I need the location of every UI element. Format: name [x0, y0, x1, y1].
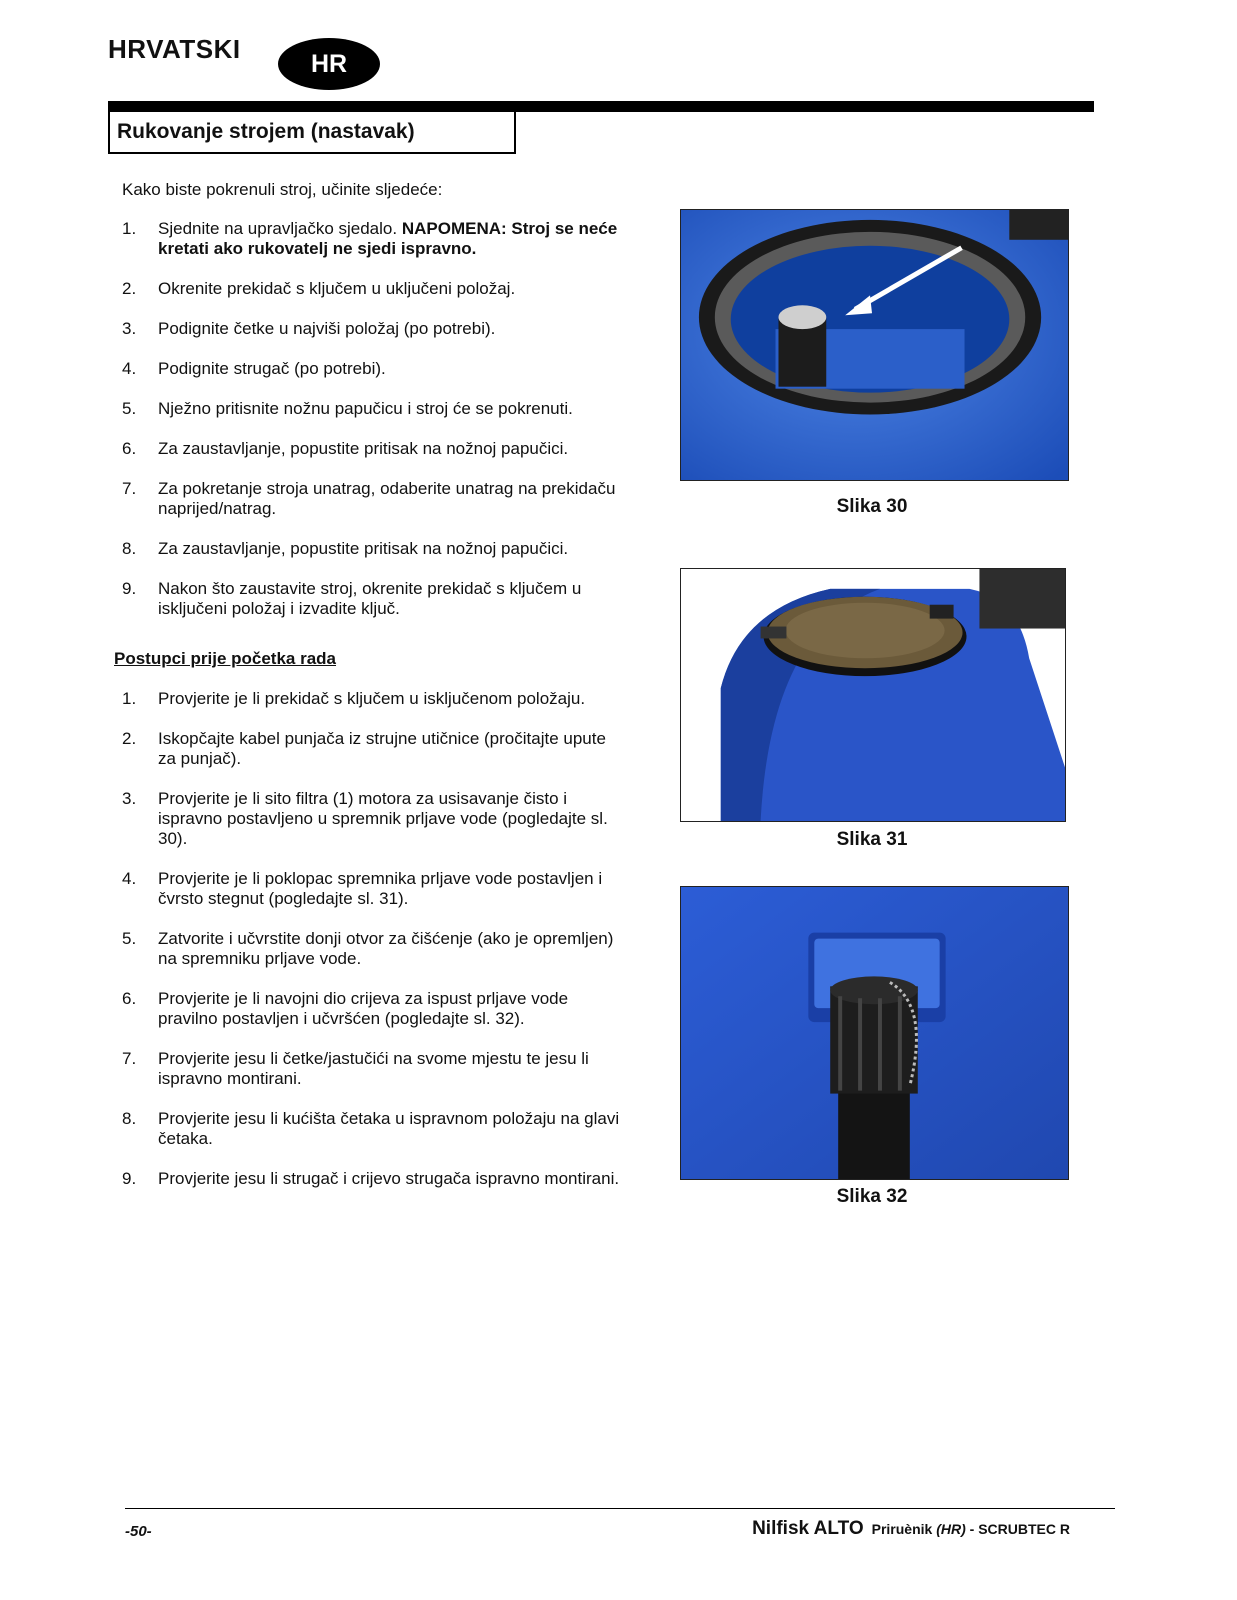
step-number: 2.	[122, 279, 137, 298]
step-number: 7.	[122, 479, 137, 498]
list-item	[122, 1109, 622, 1149]
step-text: Provjerite je li poklopac spremnika prljave vode postavljen i čvrsto stegnut (pogledajte sl. 31).	[158, 869, 603, 908]
step-text: Nakon što zaustavite stroj, okrenite prekidač s ključem u isključeni položaj i izvadite ključ.	[158, 579, 582, 618]
figure-30-photo	[680, 209, 1069, 481]
language-title: HRVATSKI	[108, 34, 241, 64]
step-text: Provjerite je li navojni dio crijeva za ispust prljave vode pravilno postavljen i učvršćen (pogledajte sl. 32).	[158, 989, 569, 1028]
step-text: Podignite četke u najviši položaj (po potrebi).	[158, 319, 496, 338]
step-number: 3.	[122, 789, 137, 808]
figure-32-caption: Slika 32	[836, 1186, 908, 1207]
list-item	[122, 359, 622, 379]
figure-31-caption: Slika 31	[836, 829, 908, 850]
step-text: Iskopčajte kabel punjača iz strujne utičnice (pročitajte upute za punjač).	[158, 729, 606, 768]
step-text: Zatvorite i učvrstite donji otvor za čišćenje (ako je opremljen) na spremniku prljave vode.	[158, 929, 614, 968]
step-number: 5.	[122, 399, 137, 418]
footer-rule	[125, 1508, 1115, 1509]
manual-prefix: Priruènik	[871, 1521, 937, 1537]
step-number: 6.	[122, 989, 137, 1008]
step-number: 4.	[122, 869, 137, 888]
step-number: 4.	[122, 359, 137, 378]
list-item	[122, 219, 622, 259]
footer-product	[752, 1518, 1070, 1540]
list-item	[122, 1049, 622, 1089]
list-item	[122, 479, 622, 519]
intro-text: Kako biste pokrenuli stroj, učinite sljedeće:	[122, 180, 443, 199]
step-number: 6.	[122, 439, 137, 458]
figure-32-photo	[680, 886, 1069, 1180]
step-text: Provjerite je li prekidač s ključem u isključenom položaju.	[158, 689, 586, 708]
header-rule	[108, 101, 1094, 112]
step-text: Za pokretanje stroja unatrag, odaberite unatrag na prekidaču naprijed/natrag.	[158, 479, 616, 518]
step-number: 9.	[122, 1169, 137, 1188]
step-number: 3.	[122, 319, 137, 338]
list-item	[122, 579, 622, 619]
subheading: Postupci prije početka rada	[114, 649, 337, 668]
step-text: Podignite strugač (po potrebi).	[158, 359, 386, 378]
page-number: -50-	[125, 1523, 152, 1540]
step-number: 8.	[122, 539, 137, 558]
step-number: 9.	[122, 579, 137, 598]
step-note: NAPOMENA: Stroj se neće kretati ako rukovatelj ne sjedi ispravno.	[158, 219, 618, 258]
step-text: Sjednite na upravljačko sjedalo.	[158, 219, 402, 238]
manual-suffix: - SCRUBTEC R	[965, 1521, 1070, 1537]
step-text: Provjerite je li sito filtra (1) motora za usisavanje čisto i ispravno postavljeno u spremnik prljave vode (pogledajte sl. 30).	[158, 789, 608, 848]
list-item	[122, 869, 622, 909]
step-number: 2.	[122, 729, 137, 748]
brand-name: Nilfisk ALTO	[752, 1518, 864, 1539]
list-item	[122, 729, 622, 769]
step-number: 1.	[122, 219, 137, 238]
section-title: Rukovanje strojem (nastavak)	[108, 112, 516, 154]
list-item	[122, 279, 622, 299]
list-item	[122, 689, 622, 709]
manual-title	[872, 1521, 1070, 1537]
step-number: 8.	[122, 1109, 137, 1128]
list-item	[122, 399, 622, 419]
list-item	[122, 1169, 622, 1189]
step-number: 5.	[122, 929, 137, 948]
step-number: 1.	[122, 689, 137, 708]
step-text: Za zaustavljanje, popustite pritisak na nožnoj papučici.	[158, 439, 569, 458]
step-text: Provjerite jesu li strugač i crijevo strugača ispravno montirani.	[158, 1169, 620, 1188]
step-number: 7.	[122, 1049, 137, 1068]
list-item	[122, 439, 622, 459]
figure-30-caption: Slika 30	[836, 496, 908, 517]
step-text: Za zaustavljanje, popustite pritisak na nožnoj papučici.	[158, 539, 569, 558]
main-content	[114, 180, 622, 1209]
start-steps-list	[122, 219, 622, 619]
step-text: Provjerite jesu li četke/jastučići na svome mjestu te jesu li ispravno montirani.	[158, 1049, 589, 1088]
step-text: Okrenite prekidač s ključem u uključeni položaj.	[158, 279, 516, 298]
list-item	[122, 319, 622, 339]
list-item	[122, 989, 622, 1029]
list-item	[122, 539, 622, 559]
list-item	[122, 789, 622, 849]
step-text: Provjerite jesu li kućišta četaka u ispravnom položaju na glavi četaka.	[158, 1109, 620, 1148]
language-badge: HR	[278, 38, 380, 90]
manual-lang: (HR)	[936, 1521, 966, 1537]
step-text: Nježno pritisnite nožnu papučicu i stroj će se pokrenuti.	[158, 399, 573, 418]
pre-steps-list	[122, 689, 622, 1189]
list-item	[122, 929, 622, 969]
figure-31-photo	[680, 568, 1066, 822]
